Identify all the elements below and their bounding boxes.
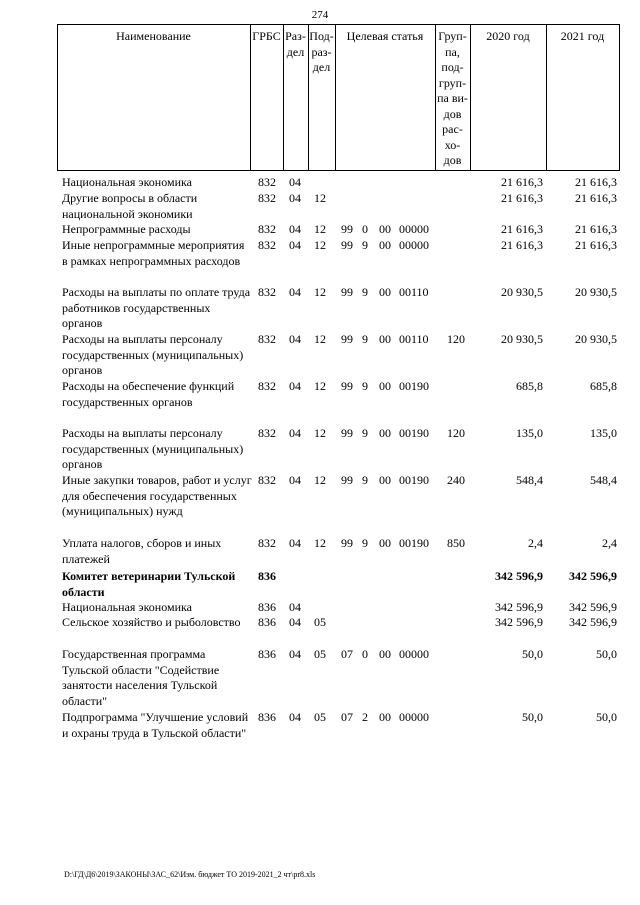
cell-grbs: 832 — [258, 473, 276, 487]
cell-rz: 04 — [289, 710, 301, 724]
cell-t1: 07 — [341, 710, 353, 724]
cell-grbs: 836 — [258, 615, 276, 629]
cell-v2020: 50,0 — [522, 710, 543, 724]
column-divider — [619, 25, 620, 170]
header-grbs: ГРБС — [252, 29, 281, 43]
cell-name: Расходы на обеспечение функций государственных органов — [62, 379, 235, 409]
cell-name: Непрограммные расходы — [62, 222, 191, 236]
cell-grbs: 832 — [258, 175, 276, 189]
cell-rz: 04 — [289, 647, 301, 661]
cell-name: Расходы на выплаты персоналу государственных (муниципальных) органов — [62, 332, 244, 377]
cell-t2: 0 — [362, 222, 368, 236]
cell-t2: 9 — [362, 332, 368, 346]
file-path-footer: D:\ГД\Д6\2019\ЗАКОНЫ\ЗАС_62\Изм. бюджет ТО 2019-2021_2 чт\pr8.xls — [64, 870, 316, 879]
cell-t4: 00000 — [399, 238, 429, 252]
cell-v2020: 342 596,9 — [495, 569, 543, 583]
cell-v2020: 135,0 — [516, 426, 543, 440]
column-divider — [546, 25, 547, 170]
cell-pr: 12 — [314, 473, 326, 487]
cell-grbs: 832 — [258, 536, 276, 550]
cell-v2020: 21 616,3 — [501, 238, 543, 252]
cell-grbs: 836 — [258, 710, 276, 724]
cell-rz: 04 — [289, 175, 301, 189]
cell-v2021: 2,4 — [602, 536, 617, 550]
cell-grbs: 832 — [258, 191, 276, 205]
cell-grbs: 832 — [258, 379, 276, 393]
cell-name: Уплата налогов, сборов и иных платежей — [62, 536, 222, 566]
cell-v2021: 50,0 — [596, 647, 617, 661]
cell-v2021: 685,8 — [590, 379, 617, 393]
cell-t4: 00000 — [399, 647, 429, 661]
cell-t4: 00190 — [399, 473, 429, 487]
cell-t1: 99 — [341, 332, 353, 346]
cell-pr: 05 — [314, 615, 326, 629]
cell-t4: 00000 — [399, 710, 429, 724]
cell-name: Подпрограмма "Улучшение условий и охраны труда в Тульской области" — [62, 710, 249, 740]
cell-rz: 04 — [289, 379, 301, 393]
cell-t3: 00 — [379, 285, 391, 299]
cell-t4: 00190 — [399, 536, 429, 550]
cell-vr: 850 — [447, 536, 465, 550]
cell-name: Другие вопросы в области национальной экономики — [62, 191, 198, 221]
cell-t2: 9 — [362, 536, 368, 550]
column-divider — [57, 25, 58, 170]
cell-name: Иные закупки товаров, работ и услуг для обеспечения государственных (муниципальных) нужд — [62, 473, 252, 518]
cell-v2020: 342 596,9 — [495, 615, 543, 629]
cell-v2020: 20 930,5 — [501, 285, 543, 299]
cell-pr: 12 — [314, 238, 326, 252]
cell-pr: 12 — [314, 191, 326, 205]
header-podrazdel: Под- раз- дел — [309, 29, 334, 74]
cell-rz: 04 — [289, 426, 301, 440]
cell-rz: 04 — [289, 191, 301, 205]
header-2021: 2021 год — [560, 29, 605, 43]
cell-v2021: 342 596,9 — [569, 615, 617, 629]
cell-t3: 00 — [379, 332, 391, 346]
cell-grbs: 836 — [258, 569, 276, 583]
cell-v2020: 685,8 — [516, 379, 543, 393]
cell-vr: 120 — [447, 332, 465, 346]
cell-pr: 05 — [314, 710, 326, 724]
header-group: Груп- па, под- груп- па ви- дов рас- хо- дов — [437, 29, 468, 167]
cell-grbs: 836 — [258, 647, 276, 661]
header-target: Целевая статья — [346, 29, 424, 43]
cell-name: Сельское хозяйство и рыболовство — [62, 615, 241, 629]
column-divider — [470, 25, 471, 170]
cell-v2021: 135,0 — [590, 426, 617, 440]
cell-t3: 00 — [379, 426, 391, 440]
cell-t3: 00 — [379, 379, 391, 393]
cell-t2: 9 — [362, 379, 368, 393]
cell-pr: 12 — [314, 536, 326, 550]
cell-v2020: 21 616,3 — [501, 191, 543, 205]
cell-v2021: 342 596,9 — [569, 569, 617, 583]
cell-v2021: 20 930,5 — [575, 332, 617, 346]
cell-grbs: 832 — [258, 222, 276, 236]
cell-t3: 00 — [379, 647, 391, 661]
cell-rz: 04 — [289, 615, 301, 629]
cell-vr: 240 — [447, 473, 465, 487]
cell-name: Государственная программа Тульской области "Содействие занятости населения Тульской области" — [62, 647, 220, 708]
cell-t1: 99 — [341, 473, 353, 487]
cell-v2021: 21 616,3 — [575, 191, 617, 205]
cell-rz: 04 — [289, 285, 301, 299]
cell-t3: 00 — [379, 710, 391, 724]
cell-t2: 9 — [362, 285, 368, 299]
cell-v2021: 21 616,3 — [575, 222, 617, 236]
header-2020: 2020 год — [486, 29, 530, 43]
cell-grbs: 832 — [258, 426, 276, 440]
cell-v2020: 21 616,3 — [501, 175, 543, 189]
cell-pr: 12 — [314, 379, 326, 393]
cell-t4: 00190 — [399, 379, 429, 393]
cell-t1: 07 — [341, 647, 353, 661]
cell-t4: 00110 — [399, 332, 429, 346]
cell-v2020: 50,0 — [522, 647, 543, 661]
cell-pr: 12 — [314, 285, 326, 299]
cell-t3: 00 — [379, 222, 391, 236]
cell-rz: 04 — [289, 473, 301, 487]
cell-grbs: 836 — [258, 600, 276, 614]
cell-t1: 99 — [341, 285, 353, 299]
cell-rz: 04 — [289, 238, 301, 252]
cell-pr: 12 — [314, 426, 326, 440]
cell-grbs: 832 — [258, 332, 276, 346]
cell-vr: 120 — [447, 426, 465, 440]
cell-t2: 2 — [362, 710, 368, 724]
cell-t2: 0 — [362, 647, 368, 661]
cell-name: Национальная экономика — [62, 175, 192, 189]
page-number: 274 — [311, 9, 329, 21]
cell-v2021: 50,0 — [596, 710, 617, 724]
cell-name: Иные непрограммные мероприятия в рамках непрограммных расходов — [62, 238, 245, 268]
cell-grbs: 832 — [258, 238, 276, 252]
table-header — [57, 24, 620, 171]
cell-v2020: 20 930,5 — [501, 332, 543, 346]
cell-t3: 00 — [379, 238, 391, 252]
cell-t1: 99 — [341, 238, 353, 252]
header-name: Наименование — [116, 29, 191, 43]
cell-v2021: 21 616,3 — [575, 238, 617, 252]
cell-t1: 99 — [341, 222, 353, 236]
cell-t4: 00190 — [399, 426, 429, 440]
cell-t1: 99 — [341, 426, 353, 440]
cell-t2: 9 — [362, 426, 368, 440]
cell-t3: 00 — [379, 473, 391, 487]
cell-v2020: 548,4 — [516, 473, 543, 487]
header-razdel: Раз- дел — [285, 29, 306, 59]
cell-pr: 12 — [314, 332, 326, 346]
cell-name: Расходы на выплаты персоналу государственных (муниципальных) органов — [62, 426, 244, 471]
cell-t2: 9 — [362, 238, 368, 252]
cell-v2021: 342 596,9 — [569, 600, 617, 614]
cell-t3: 00 — [379, 536, 391, 550]
cell-v2021: 21 616,3 — [575, 175, 617, 189]
column-divider — [250, 25, 251, 170]
cell-v2020: 2,4 — [528, 536, 543, 550]
cell-v2021: 20 930,5 — [575, 285, 617, 299]
cell-rz: 04 — [289, 600, 301, 614]
cell-pr: 05 — [314, 647, 326, 661]
cell-v2021: 548,4 — [590, 473, 617, 487]
cell-t4: 00000 — [399, 222, 429, 236]
cell-t1: 99 — [341, 379, 353, 393]
cell-pr: 12 — [314, 222, 326, 236]
cell-t2: 9 — [362, 473, 368, 487]
cell-v2020: 342 596,9 — [495, 600, 543, 614]
cell-v2020: 21 616,3 — [501, 222, 543, 236]
cell-rz: 04 — [289, 536, 301, 550]
cell-rz: 04 — [289, 332, 301, 346]
cell-grbs: 832 — [258, 285, 276, 299]
column-divider — [335, 25, 336, 170]
cell-name: Расходы на выплаты по оплате труда работников государственных органов — [62, 285, 251, 330]
cell-t4: 00110 — [399, 285, 429, 299]
cell-name: Национальная экономика — [62, 600, 192, 614]
cell-rz: 04 — [289, 222, 301, 236]
cell-name: Комитет ветеринарии Тульской области — [62, 569, 236, 599]
cell-t1: 99 — [341, 536, 353, 550]
